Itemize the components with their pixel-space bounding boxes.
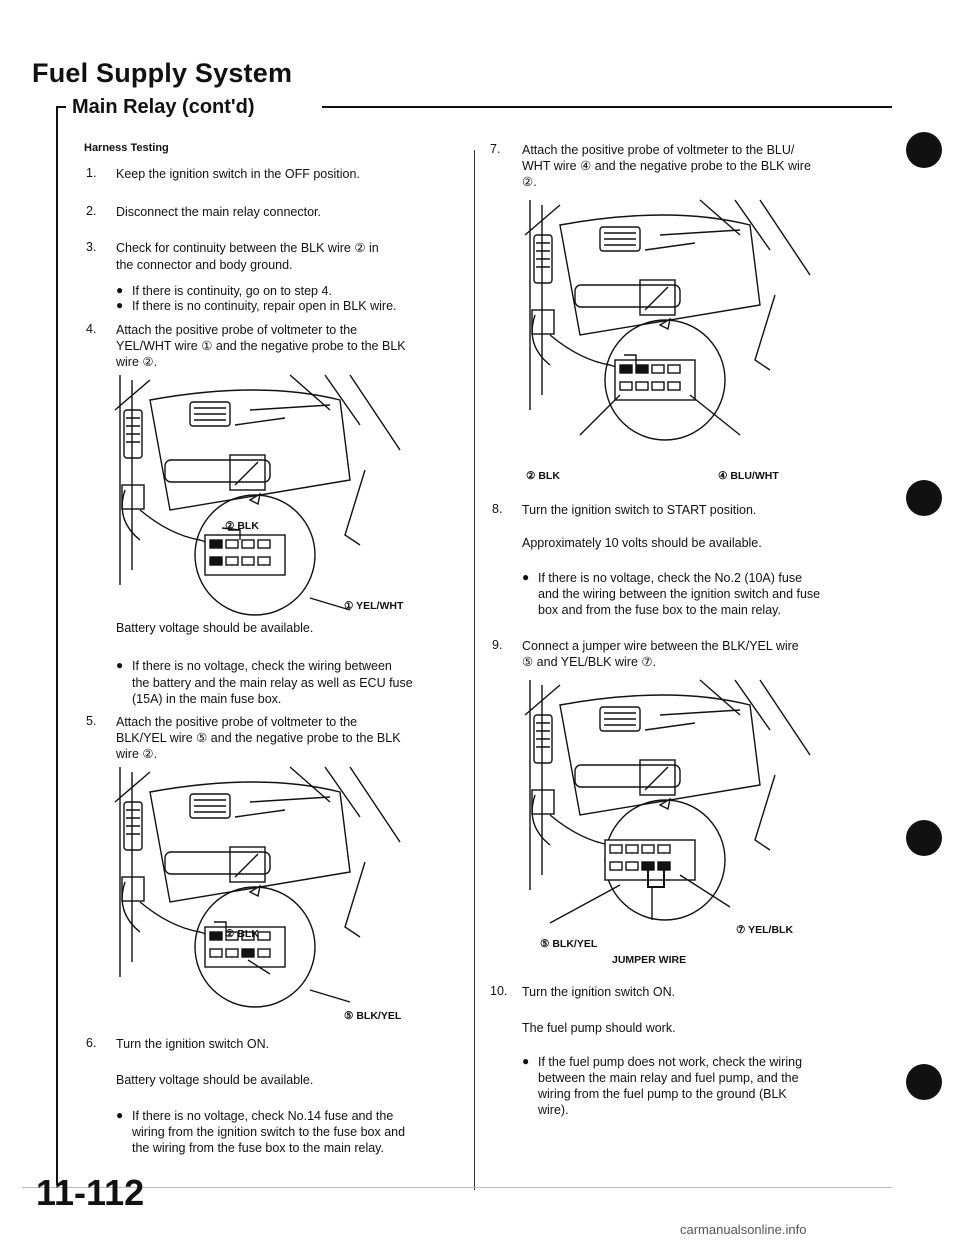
step-text: Turn the ignition switch ON. — [522, 985, 676, 999]
step-text: wire ②. — [116, 355, 158, 369]
margin-dot — [906, 1064, 942, 1100]
bullet-icon: ● — [522, 570, 530, 584]
page-number: 11-112 — [36, 1172, 145, 1213]
wire-label: ⑤ BLK/YEL — [540, 938, 598, 950]
bullet-text: If there is continuity, go on to step 4. — [132, 284, 332, 298]
watermark[interactable]: carmanualsonline.info — [680, 1222, 807, 1237]
step-text: ⑤ and YEL/BLK wire ⑦. — [522, 655, 657, 669]
step-text: wire ②. — [116, 747, 158, 761]
dashboard-connector-illustration — [520, 675, 870, 945]
harness-testing-heading: Harness Testing — [84, 142, 169, 154]
step-text: YEL/WHT wire ① and the negative probe to the BLK — [116, 339, 406, 353]
dashboard-connector-illustration — [110, 370, 460, 620]
step-text: WHT wire ④ and the negative probe to the BLK wire — [522, 159, 811, 173]
step-number: 4. — [86, 322, 97, 336]
bullet-text: and the wiring between the ignition switch and fuse — [538, 587, 821, 601]
step-text: Attach the positive probe of voltmeter to the — [116, 715, 358, 729]
bullet-text: between the main relay and fuel pump, and the — [538, 1071, 799, 1085]
step-number: 1. — [86, 166, 97, 180]
column-divider — [474, 150, 475, 1190]
step-number: 7. — [490, 142, 501, 156]
step-text: Disconnect the main relay connector. — [116, 205, 321, 219]
step-number: 2. — [86, 204, 97, 218]
wire-label: ② BLK — [526, 470, 560, 482]
wire-label: ⑤ BLK/YEL — [344, 1010, 402, 1022]
wire-label: ⑦ YEL/BLK — [736, 924, 794, 936]
left-bracket-top — [56, 106, 66, 108]
subsection-title: Main Relay (cont'd) — [72, 96, 255, 118]
dashboard-connector-illustration — [520, 195, 870, 445]
result-text: Battery voltage should be available. — [116, 621, 314, 635]
bullet-text: If there is no voltage, check the wiring between — [132, 659, 392, 673]
margin-dot — [906, 480, 942, 516]
bullet-icon: ● — [116, 658, 124, 672]
result-text: The fuel pump should work. — [522, 1021, 676, 1035]
wire-label: ④ BLU/WHT — [718, 470, 779, 482]
step-number: 3. — [86, 240, 97, 254]
wire-label: ② BLK — [225, 520, 259, 532]
bullet-text: wiring from the ignition switch to the fuse box and — [132, 1125, 406, 1139]
result-text: Approximately 10 volts should be available. — [522, 536, 762, 550]
bullet-text: the battery and the main relay as well as ECU fuse — [132, 676, 413, 690]
dashboard-connector-illustration — [110, 762, 460, 1012]
step-text: Keep the ignition switch in the OFF position. — [116, 167, 360, 181]
bullet-text: If there is no voltage, check the No.2 (10A) fuse — [538, 571, 803, 585]
step-text: the connector and body ground. — [116, 258, 293, 272]
bullet-icon: ● — [116, 298, 124, 312]
step-text: Turn the ignition switch to START position. — [522, 503, 757, 517]
bullet-icon: ● — [116, 1108, 124, 1122]
step-number: 6. — [86, 1036, 97, 1050]
bullet-text: wiring from the fuel pump to the ground (BLK — [538, 1087, 787, 1101]
bullet-text: box and from the fuse box to the main relay. — [538, 603, 781, 617]
margin-dot — [906, 820, 942, 856]
margin-dot — [906, 132, 942, 168]
step-number: 9. — [492, 638, 503, 652]
step-text: Turn the ignition switch ON. — [116, 1037, 270, 1051]
bullet-text: wire). — [538, 1103, 569, 1117]
wire-label: ① YEL/WHT — [344, 600, 404, 612]
wire-label: ② BLK — [225, 928, 259, 940]
step-number: 10. — [490, 984, 508, 998]
step-number: 5. — [86, 714, 97, 728]
step-text: Attach the positive probe of voltmeter to the BLU/ — [522, 143, 795, 157]
step-number: 8. — [492, 502, 503, 516]
header-rule — [322, 106, 892, 108]
bullet-text: If there is no voltage, check No.14 fuse and the — [132, 1109, 394, 1123]
footer-rule — [22, 1187, 892, 1188]
section-title: Fuel Supply System — [32, 58, 293, 88]
bullet-icon: ● — [116, 283, 124, 297]
bullet-text: (15A) in the main fuse box. — [132, 692, 282, 706]
bullet-text: If there is no continuity, repair open in BLK wire. — [132, 299, 397, 313]
step-text: Check for continuity between the BLK wire ② in — [116, 241, 379, 255]
step-text: BLK/YEL wire ⑤ and the negative probe to the BLK — [116, 731, 401, 745]
result-text: Battery voltage should be available. — [116, 1073, 314, 1087]
step-text: Connect a jumper wire between the BLK/YEL wire — [522, 639, 799, 653]
left-bracket — [56, 106, 58, 1184]
step-text: ②. — [522, 175, 537, 189]
bullet-text: If the fuel pump does not work, check the wiring — [538, 1055, 803, 1069]
wire-label: JUMPER WIRE — [612, 954, 687, 966]
step-text: Attach the positive probe of voltmeter to the — [116, 323, 358, 337]
bullet-icon: ● — [522, 1054, 530, 1068]
bullet-text: the wiring from the fuse box to the main relay. — [132, 1141, 384, 1155]
